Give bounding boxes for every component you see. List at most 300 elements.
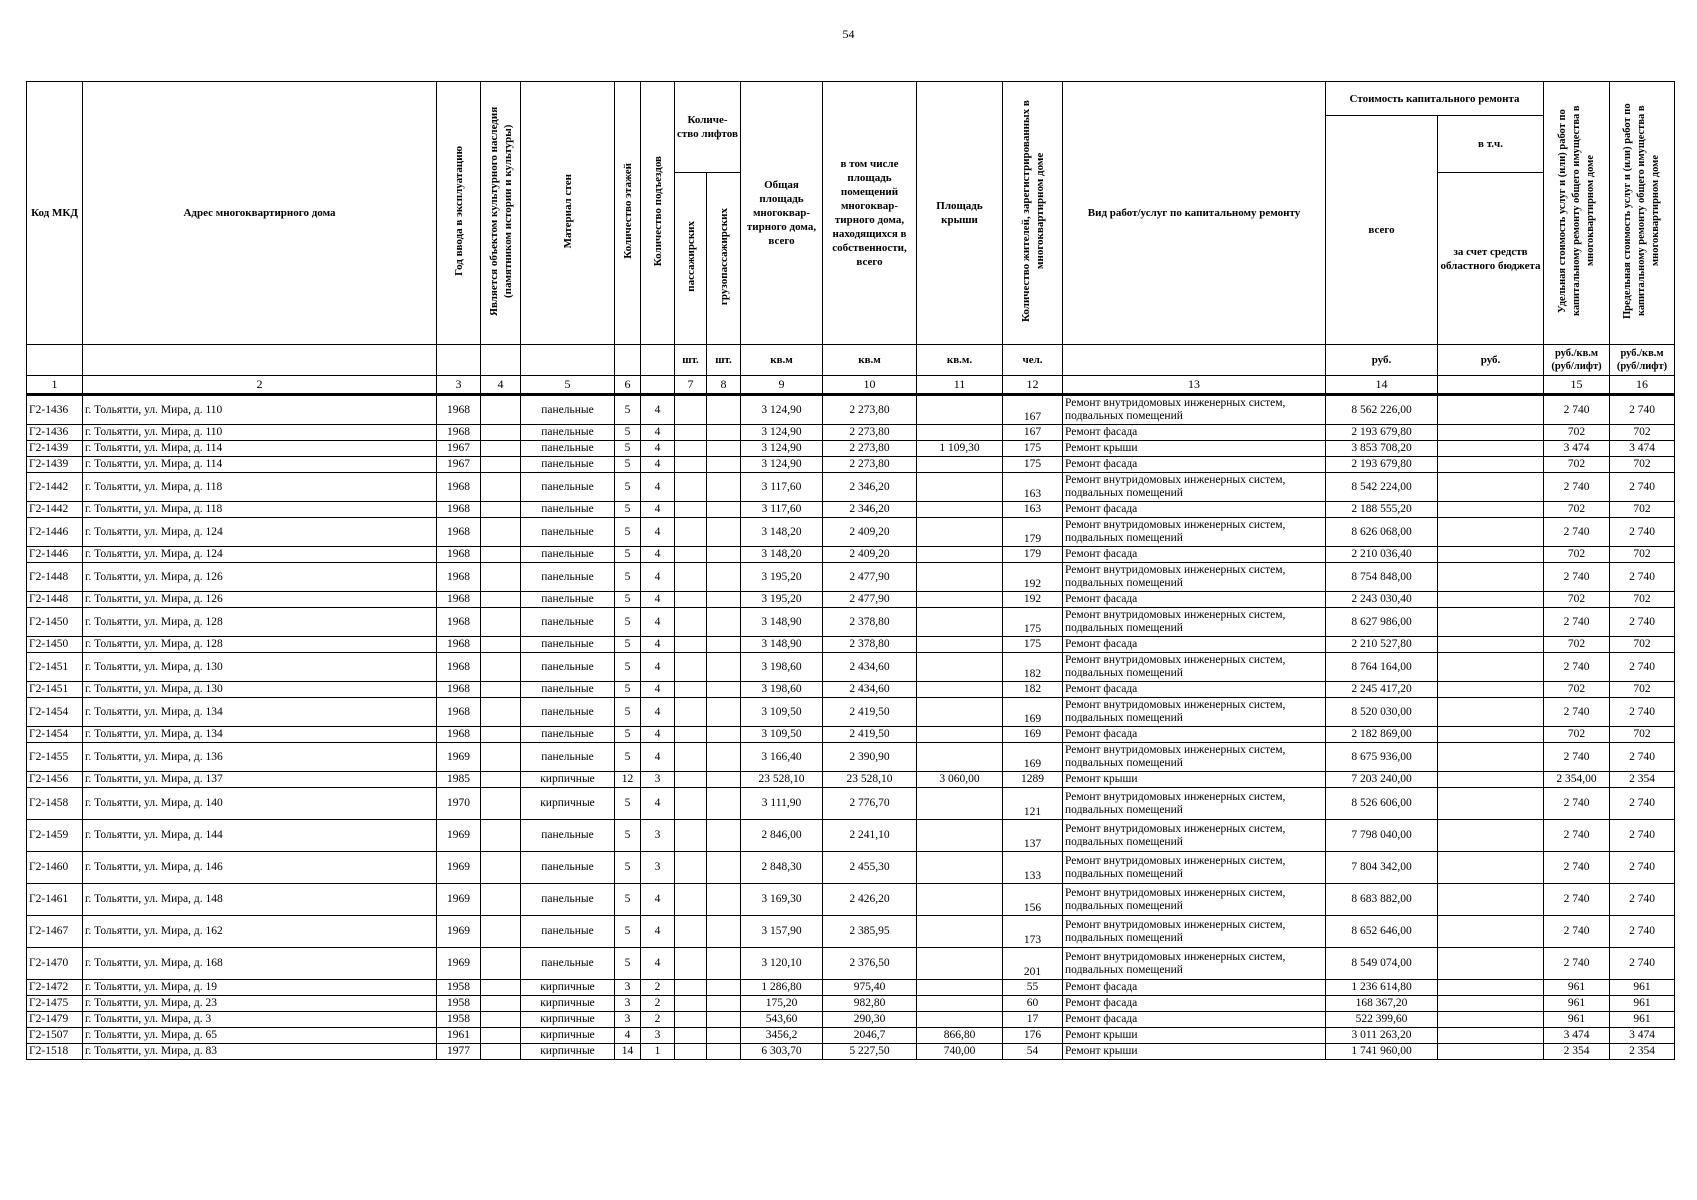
cell-owned-area: 5 227,50: [823, 1044, 917, 1060]
cell-roof-area: [917, 457, 1003, 473]
cell-address: г. Тольятти, ул. Мира, д. 140: [83, 788, 437, 820]
cell-unit-cost: 2 740: [1544, 820, 1610, 852]
cell-address: г. Тольятти, ул. Мира, д. 144: [83, 820, 437, 852]
unit-residents: чел.: [1003, 345, 1063, 376]
cell-code: Г2-1442: [27, 502, 83, 518]
cell-lifts-cargo: [707, 884, 741, 916]
cell-lifts-pass: [675, 727, 707, 743]
cell-address: г. Тольятти, ул. Мира, д. 136: [83, 743, 437, 772]
cell-heritage: [481, 518, 521, 547]
cell-floors: 5: [615, 608, 641, 637]
cell-unit-cost: 961: [1544, 1012, 1610, 1028]
cell-address: г. Тольятти, ул. Мира, д. 110: [83, 425, 437, 441]
cell-cost-regional: [1438, 1044, 1544, 1060]
header-roof-area: Площадь крыши: [917, 82, 1003, 345]
cell-entrances: 4: [641, 884, 675, 916]
cell-max-cost: 2 740: [1610, 563, 1675, 592]
cell-residents: 192: [1003, 563, 1063, 592]
cell-walls: панельные: [521, 727, 615, 743]
cell-unit-cost: 2 740: [1544, 698, 1610, 727]
cell-code: Г2-1472: [27, 980, 83, 996]
cell-lifts-pass: [675, 395, 707, 425]
cell-lifts-pass: [675, 743, 707, 772]
cell-lifts-pass: [675, 1012, 707, 1028]
unit-lifts-cargo: шт.: [707, 345, 741, 376]
cell-residents: 137: [1003, 820, 1063, 852]
cell-heritage: [481, 1012, 521, 1028]
cell-floors: 14: [615, 1044, 641, 1060]
cell-roof-area: [917, 653, 1003, 682]
cell-heritage: [481, 1044, 521, 1060]
cell-roof-area: [917, 1012, 1003, 1028]
cell-total-area: 3 124,90: [741, 425, 823, 441]
cell-roof-area: [917, 852, 1003, 884]
table-row: [27, 948, 1675, 980]
cell-year: 1968: [437, 425, 481, 441]
cell-unit-cost: 702: [1544, 457, 1610, 473]
cell-residents: 169: [1003, 727, 1063, 743]
cell-lifts-pass: [675, 457, 707, 473]
cell-address: г. Тольятти, ул. Мира, д. 3: [83, 1012, 437, 1028]
cell-entrances: 3: [641, 852, 675, 884]
table-row: [27, 852, 1675, 884]
cell-code: Г2-1454: [27, 727, 83, 743]
table-row: [27, 698, 1675, 727]
cell-total-area: 3 169,30: [741, 884, 823, 916]
cell-max-cost: 2 740: [1610, 916, 1675, 948]
cell-walls: кирпичные: [521, 772, 615, 788]
cell-heritage: [481, 425, 521, 441]
cell-floors: 12: [615, 772, 641, 788]
cell-address: г. Тольятти, ул. Мира, д. 162: [83, 916, 437, 948]
cell-heritage: [481, 916, 521, 948]
table-row: [27, 884, 1675, 916]
cell-roof-area: 3 060,00: [917, 772, 1003, 788]
cell-walls: панельные: [521, 441, 615, 457]
cell-unit-cost: 702: [1544, 727, 1610, 743]
cell-entrances: 4: [641, 743, 675, 772]
cell-year: 1968: [437, 698, 481, 727]
cell-code: Г2-1479: [27, 1012, 83, 1028]
column-number: 2: [83, 376, 437, 395]
header-entrances: Количество подъездов: [641, 82, 675, 345]
cell-year: 1969: [437, 743, 481, 772]
cell-year: 1961: [437, 1028, 481, 1044]
cell-lifts-pass: [675, 916, 707, 948]
cell-lifts-cargo: [707, 441, 741, 457]
cell-residents: 121: [1003, 788, 1063, 820]
cell-lifts-pass: [675, 852, 707, 884]
cell-walls: кирпичные: [521, 996, 615, 1012]
cell-lifts-pass: [675, 653, 707, 682]
cell-lifts-pass: [675, 1044, 707, 1060]
cell-work-type: Ремонт фасада: [1063, 547, 1326, 563]
cell-lifts-pass: [675, 996, 707, 1012]
cell-year: 1968: [437, 473, 481, 502]
cell-address: г. Тольятти, ул. Мира, д. 130: [83, 682, 437, 698]
cell-roof-area: [917, 916, 1003, 948]
cell-year: 1968: [437, 592, 481, 608]
cell-total-area: 3 148,90: [741, 637, 823, 653]
cell-owned-area: 2 419,50: [823, 698, 917, 727]
cell-heritage: [481, 996, 521, 1012]
header-floors: Количество этажей: [615, 82, 641, 345]
cell-residents: 167: [1003, 395, 1063, 425]
cell-total-area: 3456,2: [741, 1028, 823, 1044]
cell-walls: панельные: [521, 608, 615, 637]
cell-roof-area: 1 109,30: [917, 441, 1003, 457]
cell-entrances: 4: [641, 698, 675, 727]
cell-cost-total: 522 399,60: [1326, 1012, 1438, 1028]
cell-cost-regional: [1438, 820, 1544, 852]
cell-cost-regional: [1438, 996, 1544, 1012]
cell-owned-area: 2 434,60: [823, 682, 917, 698]
cell-heritage: [481, 884, 521, 916]
cell-walls: панельные: [521, 820, 615, 852]
cell-total-area: 6 303,70: [741, 1044, 823, 1060]
table-row: [27, 502, 1675, 518]
table-row: [27, 682, 1675, 698]
cell-year: 1968: [437, 518, 481, 547]
cell-residents: 175: [1003, 637, 1063, 653]
header-work-type: Вид работ/услуг по капитальному ремонту: [1063, 82, 1326, 345]
cell-unit-cost: 2 740: [1544, 884, 1610, 916]
cell-entrances: 2: [641, 996, 675, 1012]
cell-address: г. Тольятти, ул. Мира, д. 128: [83, 608, 437, 637]
cell-max-cost: 702: [1610, 547, 1675, 563]
cell-address: г. Тольятти, ул. Мира, д. 128: [83, 637, 437, 653]
cell-address: г. Тольятти, ул. Мира, д. 118: [83, 473, 437, 502]
cell-entrances: 3: [641, 1028, 675, 1044]
column-number: 5: [521, 376, 615, 395]
cell-heritage: [481, 852, 521, 884]
cell-heritage: [481, 502, 521, 518]
cell-work-type: Ремонт фасада: [1063, 1012, 1326, 1028]
cell-owned-area: 2 776,70: [823, 788, 917, 820]
cell-cost-total: 2 193 679,80: [1326, 457, 1438, 473]
cell-entrances: 4: [641, 457, 675, 473]
cell-code: Г2-1448: [27, 592, 83, 608]
cell-roof-area: [917, 996, 1003, 1012]
cell-cost-total: 1 741 960,00: [1326, 1044, 1438, 1060]
table-row: [27, 1044, 1675, 1060]
cell-roof-area: [917, 727, 1003, 743]
cell-code: Г2-1460: [27, 852, 83, 884]
cell-floors: 4: [615, 1028, 641, 1044]
cell-residents: 173: [1003, 916, 1063, 948]
cell-cost-regional: [1438, 518, 1544, 547]
cell-lifts-cargo: [707, 820, 741, 852]
cell-year: 1968: [437, 653, 481, 682]
cell-work-type: Ремонт внутридомовых инженерных систем, подвальных помещений: [1063, 820, 1326, 852]
cell-owned-area: 2 455,30: [823, 852, 917, 884]
cell-max-cost: 702: [1610, 457, 1675, 473]
cell-code: Г2-1461: [27, 884, 83, 916]
table-row: [27, 518, 1675, 547]
cell-floors: 5: [615, 592, 641, 608]
cell-residents: 182: [1003, 653, 1063, 682]
cell-entrances: 4: [641, 441, 675, 457]
cell-residents: 175: [1003, 457, 1063, 473]
cell-lifts-pass: [675, 502, 707, 518]
cell-address: г. Тольятти, ул. Мира, д. 148: [83, 884, 437, 916]
cell-cost-total: 2 188 555,20: [1326, 502, 1438, 518]
cell-max-cost: 961: [1610, 1012, 1675, 1028]
cell-max-cost: 2 740: [1610, 653, 1675, 682]
cell-roof-area: [917, 592, 1003, 608]
cell-owned-area: 2 385,95: [823, 916, 917, 948]
cell-owned-area: 290,30: [823, 1012, 917, 1028]
cell-lifts-cargo: [707, 772, 741, 788]
cell-max-cost: 3 474: [1610, 1028, 1675, 1044]
cell-total-area: 3 166,40: [741, 743, 823, 772]
cell-max-cost: 2 740: [1610, 743, 1675, 772]
cell-max-cost: 702: [1610, 682, 1675, 698]
cell-year: 1969: [437, 948, 481, 980]
cell-address: г. Тольятти, ул. Мира, д. 114: [83, 441, 437, 457]
cell-floors: 5: [615, 884, 641, 916]
cell-owned-area: 2 346,20: [823, 473, 917, 502]
cell-floors: 5: [615, 788, 641, 820]
cell-roof-area: [917, 788, 1003, 820]
cell-work-type: Ремонт внутридомовых инженерных систем, подвальных помещений: [1063, 884, 1326, 916]
cell-lifts-cargo: [707, 698, 741, 727]
cell-floors: 5: [615, 441, 641, 457]
cell-cost-regional: [1438, 502, 1544, 518]
cell-lifts-cargo: [707, 996, 741, 1012]
cell-lifts-pass: [675, 682, 707, 698]
cell-year: 1985: [437, 772, 481, 788]
cell-address: г. Тольятти, ул. Мира, д. 23: [83, 996, 437, 1012]
cell-entrances: 4: [641, 518, 675, 547]
cell-lifts-cargo: [707, 743, 741, 772]
header-residents: Количество жителей, зарегистрированных в многоквартирном доме: [1003, 82, 1063, 345]
cell-floors: 5: [615, 457, 641, 473]
cell-walls: панельные: [521, 698, 615, 727]
cell-year: 1968: [437, 682, 481, 698]
cell-total-area: 1 286,80: [741, 980, 823, 996]
cell-heritage: [481, 772, 521, 788]
cell-work-type: Ремонт фасада: [1063, 980, 1326, 996]
cell-total-area: 3 195,20: [741, 563, 823, 592]
cell-work-type: Ремонт внутридомовых инженерных систем, подвальных помещений: [1063, 788, 1326, 820]
cell-walls: панельные: [521, 916, 615, 948]
cell-total-area: 3 148,20: [741, 547, 823, 563]
column-number: 1: [27, 376, 83, 395]
cell-entrances: 4: [641, 727, 675, 743]
cell-cost-regional: [1438, 727, 1544, 743]
cell-residents: 163: [1003, 473, 1063, 502]
cell-roof-area: [917, 820, 1003, 852]
cell-cost-total: 8 562 226,00: [1326, 395, 1438, 425]
cell-residents: 169: [1003, 698, 1063, 727]
cell-heritage: [481, 653, 521, 682]
cell-cost-regional: [1438, 916, 1544, 948]
cell-cost-total: 1 236 614,80: [1326, 980, 1438, 996]
cell-cost-regional: [1438, 682, 1544, 698]
cell-code: Г2-1507: [27, 1028, 83, 1044]
cell-cost-regional: [1438, 547, 1544, 563]
cell-cost-total: 2 210 527,80: [1326, 637, 1438, 653]
cell-cost-regional: [1438, 608, 1544, 637]
unit-cost-regional: руб.: [1438, 345, 1544, 376]
cell-code: Г2-1442: [27, 473, 83, 502]
cell-cost-total: 2 210 036,40: [1326, 547, 1438, 563]
cell-unit-cost: 2 740: [1544, 608, 1610, 637]
column-number: 4: [481, 376, 521, 395]
cell-lifts-cargo: [707, 637, 741, 653]
cell-residents: 163: [1003, 502, 1063, 518]
cell-owned-area: 2 376,50: [823, 948, 917, 980]
cell-work-type: Ремонт фасада: [1063, 996, 1326, 1012]
cell-max-cost: 2 740: [1610, 698, 1675, 727]
cell-floors: 5: [615, 682, 641, 698]
cell-total-area: 2 848,30: [741, 852, 823, 884]
cell-code: Г2-1448: [27, 563, 83, 592]
unit-lifts-pass: шт.: [675, 345, 707, 376]
cell-residents: 182: [1003, 682, 1063, 698]
cell-residents: 175: [1003, 441, 1063, 457]
cell-entrances: 4: [641, 395, 675, 425]
cell-walls: кирпичные: [521, 1012, 615, 1028]
cell-entrances: 4: [641, 682, 675, 698]
cell-max-cost: 2 740: [1610, 395, 1675, 425]
cell-unit-cost: 2 740: [1544, 473, 1610, 502]
cell-walls: панельные: [521, 547, 615, 563]
cell-floors: 5: [615, 563, 641, 592]
cell-max-cost: 2 354: [1610, 1044, 1675, 1060]
cell-total-area: 23 528,10: [741, 772, 823, 788]
cell-work-type: Ремонт внутридомовых инженерных систем, подвальных помещений: [1063, 395, 1326, 425]
cell-cost-total: 8 549 074,00: [1326, 948, 1438, 980]
cell-work-type: Ремонт фасада: [1063, 592, 1326, 608]
cell-total-area: 3 120,10: [741, 948, 823, 980]
cell-unit-cost: 702: [1544, 592, 1610, 608]
header-cost-regional: за счет средств областного бюджета: [1438, 173, 1544, 345]
cell-entrances: 2: [641, 980, 675, 996]
cell-work-type: Ремонт внутридомовых инженерных систем, подвальных помещений: [1063, 852, 1326, 884]
cell-lifts-cargo: [707, 608, 741, 637]
cell-owned-area: 23 528,10: [823, 772, 917, 788]
cell-cost-regional: [1438, 653, 1544, 682]
cell-unit-cost: 702: [1544, 502, 1610, 518]
cell-roof-area: [917, 948, 1003, 980]
header-lifts-pass: пассажирских: [675, 173, 707, 345]
cell-entrances: 4: [641, 563, 675, 592]
cell-cost-total: 8 754 848,00: [1326, 563, 1438, 592]
cell-address: г. Тольятти, ул. Мира, д. 134: [83, 727, 437, 743]
cell-cost-regional: [1438, 698, 1544, 727]
cell-entrances: 4: [641, 788, 675, 820]
cell-code: Г2-1450: [27, 637, 83, 653]
cell-owned-area: 2 273,80: [823, 457, 917, 473]
capital-repair-table: [26, 81, 1675, 1060]
cell-lifts-cargo: [707, 980, 741, 996]
cell-owned-area: 982,80: [823, 996, 917, 1012]
cell-cost-regional: [1438, 592, 1544, 608]
cell-cost-regional: [1438, 637, 1544, 653]
cell-max-cost: 3 474: [1610, 441, 1675, 457]
cell-lifts-cargo: [707, 1028, 741, 1044]
column-number: 15: [1544, 376, 1610, 395]
cell-max-cost: 2 740: [1610, 884, 1675, 916]
cell-walls: кирпичные: [521, 788, 615, 820]
cell-lifts-pass: [675, 948, 707, 980]
cell-lifts-cargo: [707, 1012, 741, 1028]
table-row: [27, 563, 1675, 592]
cell-code: Г2-1455: [27, 743, 83, 772]
cell-walls: панельные: [521, 682, 615, 698]
cell-lifts-pass: [675, 592, 707, 608]
cell-entrances: 4: [641, 948, 675, 980]
cell-residents: 1289: [1003, 772, 1063, 788]
cell-walls: кирпичные: [521, 980, 615, 996]
table-row: [27, 727, 1675, 743]
cell-work-type: Ремонт внутридомовых инженерных систем, подвальных помещений: [1063, 473, 1326, 502]
cell-lifts-pass: [675, 698, 707, 727]
cell-lifts-cargo: [707, 852, 741, 884]
cell-cost-total: 8 675 936,00: [1326, 743, 1438, 772]
cell-unit-cost: 3 474: [1544, 441, 1610, 457]
cell-year: 1968: [437, 395, 481, 425]
cell-work-type: Ремонт внутридомовых инженерных систем, подвальных помещений: [1063, 563, 1326, 592]
cell-cost-total: 2 245 417,20: [1326, 682, 1438, 698]
cell-owned-area: 2 409,20: [823, 547, 917, 563]
table-row: [27, 996, 1675, 1012]
cell-work-type: Ремонт внутридомовых инженерных систем, подвальных помещений: [1063, 518, 1326, 547]
cell-heritage: [481, 1028, 521, 1044]
cell-work-type: Ремонт фасада: [1063, 637, 1326, 653]
cell-code: Г2-1459: [27, 820, 83, 852]
cell-lifts-pass: [675, 441, 707, 457]
cell-cost-regional: [1438, 473, 1544, 502]
cell-heritage: [481, 788, 521, 820]
cell-entrances: 2: [641, 1012, 675, 1028]
unit-total-area: кв.м: [741, 345, 823, 376]
cell-walls: панельные: [521, 518, 615, 547]
cell-residents: 179: [1003, 547, 1063, 563]
cell-cost-regional: [1438, 772, 1544, 788]
cell-unit-cost: 961: [1544, 980, 1610, 996]
cell-walls: панельные: [521, 637, 615, 653]
cell-walls: панельные: [521, 743, 615, 772]
cell-code: Г2-1475: [27, 996, 83, 1012]
cell-heritage: [481, 457, 521, 473]
cell-residents: 201: [1003, 948, 1063, 980]
table-body: [27, 395, 1675, 1060]
header-address: Адрес многоквартирного дома: [83, 82, 437, 345]
cell-unit-cost: 702: [1544, 637, 1610, 653]
cell-cost-total: 3 853 708,20: [1326, 441, 1438, 457]
cell-residents: 54: [1003, 1044, 1063, 1060]
cell-year: 1968: [437, 502, 481, 518]
table-row: [27, 592, 1675, 608]
cell-floors: 5: [615, 518, 641, 547]
cell-floors: 5: [615, 743, 641, 772]
cell-max-cost: 2 740: [1610, 473, 1675, 502]
table-row: [27, 425, 1675, 441]
cell-floors: 5: [615, 395, 641, 425]
header-code: Код МКД: [27, 82, 83, 345]
cell-owned-area: 2 390,90: [823, 743, 917, 772]
cell-work-type: Ремонт крыши: [1063, 441, 1326, 457]
page-number: 54: [842, 27, 855, 41]
cell-residents: 179: [1003, 518, 1063, 547]
cell-lifts-cargo: [707, 727, 741, 743]
cell-work-type: Ремонт фасада: [1063, 727, 1326, 743]
column-number: 16: [1610, 376, 1675, 395]
cell-code: Г2-1439: [27, 457, 83, 473]
